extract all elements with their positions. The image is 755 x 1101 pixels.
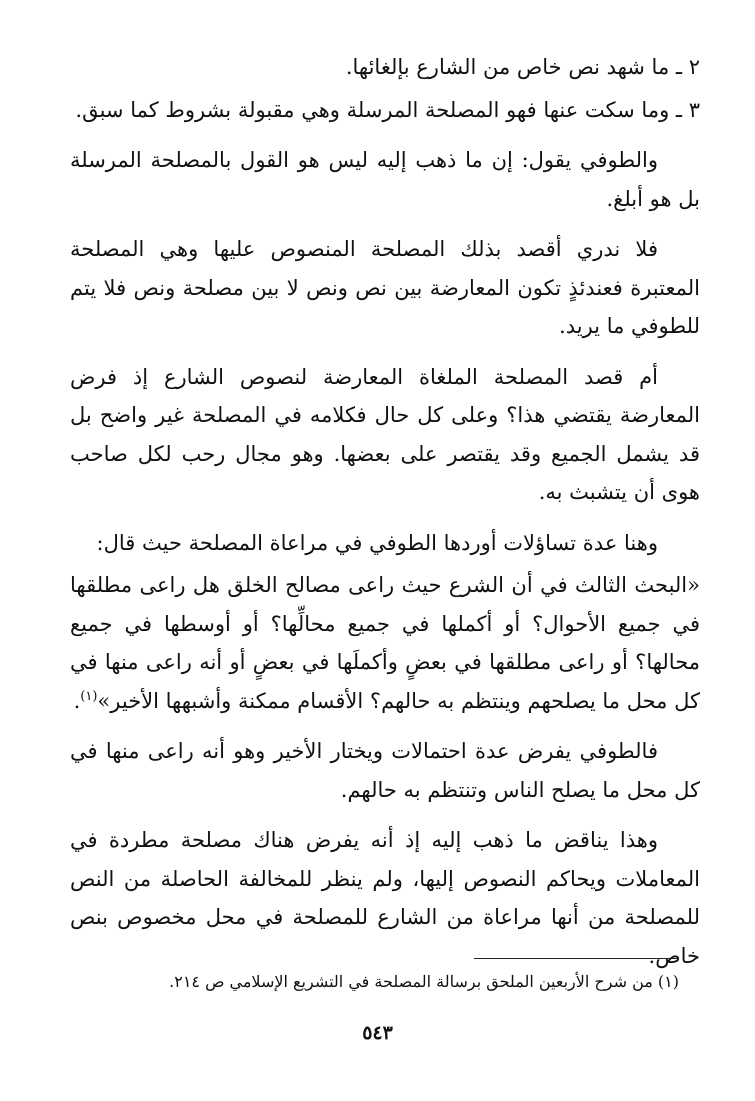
quotation-end-period: . <box>73 688 81 713</box>
list-item-3: ٣ ـ وما سكت عنها فهو المصلحة المرسلة وهي مقبولة بشروط كما سبق. <box>75 97 700 122</box>
paragraph-contradiction: وهذا يناقض ما ذهب إليه إذ أنه يفرض هناك مصلحة مطردة في المعاملات ويحاكم النصوص إليها، ولم ينظر للمخالفة الحاصلة من النص للمصلحة من أنها مراعاة من الشارع للمصلحة في محل مخصوص بنص خاص. <box>70 828 700 968</box>
quotation-paragraph <box>70 566 700 720</box>
footnote-marker[interactable]: (١) <box>80 688 98 704</box>
page-body <box>70 48 700 987</box>
list-item-2: ٢ ـ ما شهد نص خاص من الشارع بإلغائها. <box>345 55 700 79</box>
paragraph-questions-intro: وهنا عدة تساؤلات أوردها الطوفي في مراعاة المصلحة حيث قال: <box>96 530 658 555</box>
footnote-divider <box>474 958 679 959</box>
footnote: (١) من شرح الأربعين الملحق برسالة المصلحة في التشريع الإسلامي ص ٢١٤. <box>169 972 679 991</box>
paragraph-stipulated-interest: فلا ندري أقصد بذلك المصلحة المنصوص عليها وهي المصلحة المعتبرة فعندئذٍ تكون المعارضة بين نص ونص لا بين مصلحة ونص فلا يتم للطوفي ما يريد. <box>70 237 700 338</box>
paragraph-tufi-options: فالطوفي يفرض عدة احتمالات ويختار الأخير وهو أنه راعى منها في كل محل ما يصلح الناس وتنتظم به حالهم. <box>70 739 700 802</box>
paragraph-tufi-claim: والطوفي يقول: إن ما ذهب إليه ليس هو القول بالمصلحة المرسلة بل هو أبلغ. <box>70 148 700 211</box>
quotation-text: «البحث الثالث في أن الشرع حيث راعى مصالح الخلق هل راعى مطلقها في جميع الأحوال؟ أو أكملها في جميع محالِّها؟ أو أوسطها في جميع محالها؟ أو راعى مطلقها في بعضٍ وأكملَها في بعضٍ أو أنه راعى منها في كل محل ما يصلحهم وينتظم به حالهم؟ الأقسام ممكنة وأشبهها الأخير» <box>70 573 700 713</box>
page-number: ٥٤٣ <box>362 1022 393 1044</box>
paragraph-cancelled-interest: أم قصد المصلحة الملغاة المعارضة لنصوص الشارع إذ فرض المعارضة يقتضي هذا؟ وعلى كل حال فكلامه في المصلحة غير واضح بل قد يشمل الجميع وقد يقتصر على بعضها. وهو مجال رحب لكل صاحب هوى أن يتشبث به. <box>70 364 700 504</box>
